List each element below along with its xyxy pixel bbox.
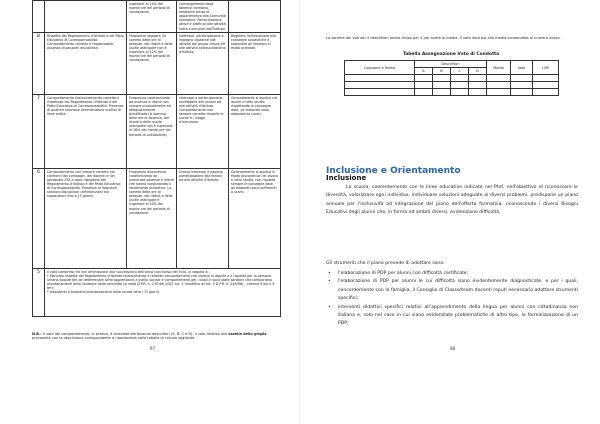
desc-cell: Rispetto del Regolamento d'Istituto e del Patto Educativo di Corresponsabilità. Comportamento corretto e responsabile. Assenza di sanzioni disciplinari. (45, 32, 127, 94)
tasks-cell (229, 1, 281, 33)
empty-cell[interactable] (433, 75, 451, 82)
nb-label: N.B.: (32, 332, 42, 336)
freq-cell: Frequenza regolare (la somma delle ore di assenze, dei ritardi e delle uscite anticipate non è superiore al 12% del monte ore del periodo di valutazione) (127, 32, 177, 94)
letter-a: A (415, 68, 433, 75)
empty-cell[interactable] (345, 89, 415, 96)
list-item-text: l'elaborazione di PDP per alunni con difficoltà certificate; (338, 271, 469, 276)
freq-cell: Frequenza discontinua caratterizzata da numerose assenze e ritardi che hanno condizionato il rendimento scolastico. La somma delle ore di assenze, dei ritardi e delle uscite anticipate è superiore al 20% del monte ore del periodo di valutazione (127, 168, 177, 268)
part-cell: Scarso interesse e passiva partecipazione alle lezioni ed alle attività d'Istituto. (177, 168, 229, 268)
freq-cell: Frequenza caratterizzata da assenze e ritardi non sempre puntualmente ed adeguatamente giustificate (la somma delle ore di assenza, dei ritardi e delle uscite anticipate non è superiore al 16% del monte ore del periodo di valutazione) (127, 94, 177, 168)
empty-cell[interactable] (451, 82, 469, 89)
score-cell (33, 1, 45, 33)
paragraph-1: La scuola, coerentemente con le linee educative indicate nel Ptof, nell'obiettivo di riconoscere le diversità, valorizzare ogni individuo, individuare soluzioni adeguate ai diversi problemi, predispone un piano annuale per l'inclusività ad integrazione del piano dell'offerta formativa, riconoscendo i diversi Bisogni Educativi degli alunni che, in forma ed ambiti diversi, evidenziano difficoltà. (326, 185, 578, 216)
empty-cell[interactable] (415, 82, 433, 89)
nb-text-rest: prevalente con la descrizione corrispondente e riportandola nella tabella di calcolo seguente. (32, 336, 196, 341)
bullet-icon: • (328, 271, 331, 276)
name-header: Cognome e Nome (345, 61, 415, 75)
page-number-right: 98 (450, 346, 456, 351)
freq-cell: superiore al 10% del monte ore del periodo di valutazione) (127, 1, 177, 33)
nb-text: Il voto del comportamento, in pratica, è calcolato attribuendo descrittori (A, B, C e D): il voto relativo alla (41, 332, 229, 336)
table-row (345, 61, 559, 68)
bullet-icon: • (328, 304, 331, 310)
empty-cell[interactable] (533, 89, 559, 96)
part-cell: coinvolgimento degli obiettivi formativi, mediante senso di appartenenza alla Comunità scolastica. Partecipazione attiva e proficua alle attività extra-curriculari dell'Istituto (177, 1, 229, 33)
empty-cell[interactable] (511, 75, 533, 82)
tasks-cell: Generalmente si applica in modo discontinuo nel lavoro e nello studio, non rispetta sempre le consegne date, gli elaborati sono sufficienti o scarsi (229, 168, 281, 268)
empty-cell[interactable] (345, 82, 415, 89)
table-row (345, 82, 559, 89)
voto-header: Voto (511, 61, 533, 75)
list-item (326, 270, 578, 278)
letter-c: C (451, 68, 469, 75)
bullet-icon: • (328, 279, 331, 285)
vote-table-title: Tabella Assegnazione Voto di Condotta (402, 52, 500, 57)
list-item-text: l'elaborazione di PDP per alunni le cui difficoltà siano evidentemente diagnosticate, e per i quali, concordemente con la famiglia, il Consiglio di Classe/team docenti reputi necessario adottare strumenti specifici; (338, 279, 578, 302)
tasks-cell: Generalmente si applica nel lavoro e nello studio rispettando le consegne date, gli elaborati sono abbastanza curati. (229, 94, 281, 168)
empty-cell[interactable] (511, 89, 533, 96)
paragraph-2: Gli strumenti che il piano prevede di adottare sono: (326, 261, 445, 266)
tools-list (326, 270, 578, 329)
empty-cell[interactable] (433, 82, 451, 89)
empty-cell[interactable] (451, 89, 469, 96)
table-row (33, 268, 281, 316)
section-title: Inclusione e Orientamento (326, 166, 461, 176)
empty-cell[interactable] (451, 75, 469, 82)
nb-note (32, 332, 280, 341)
desc-cell: Comportamento non sempre corretto nei confronti dei compagni, dei docenti e del personale ATA e poco rispettoso del Regolamento d'Istituto e del Patto Educativo di Corresponsabilità. Presenza di frequenti sanzioni disciplinari (ammonizioni e/o sospensioni fino a 15 giorni) (45, 168, 127, 268)
table-row (33, 168, 281, 268)
table-row (345, 89, 559, 96)
empty-cell[interactable] (533, 82, 559, 89)
empty-cell[interactable] (469, 75, 487, 82)
page-number-left: 97 (150, 346, 156, 351)
score-cell: 8 (33, 32, 45, 94)
empty-cell[interactable] (487, 75, 511, 82)
subsection-title: Inclusione (326, 174, 367, 182)
empty-cell[interactable] (415, 89, 433, 96)
score-cell: 6 (33, 168, 45, 268)
list-item (326, 278, 578, 303)
empty-cell[interactable] (487, 89, 511, 96)
right-page (300, 0, 600, 424)
empty-cell[interactable] (511, 82, 533, 89)
desc-cell: Comportamento sostanzialmente corretto e rispettoso del Regolamento d'Istituto e del Patto Educativo di Corresponsabilità. Presenza di qualche sanzione (ammonizione scritta) di lieve entità. (45, 94, 127, 168)
um-header: U/M (533, 61, 559, 75)
table-row (33, 94, 281, 168)
nb-bold: casella della griglia (228, 332, 267, 336)
empty-cell[interactable] (487, 82, 511, 89)
letter-b: B (433, 68, 451, 75)
desc-cell (45, 1, 127, 33)
score-cell: 5 (33, 268, 45, 316)
list-item (326, 304, 578, 329)
empty-cell[interactable] (533, 75, 559, 82)
score-cell: 7 (33, 94, 45, 168)
list-item-text: interventi didattici specifici relativi all'apprendimento della lingua per alunni con cittadinanza non italiana e, solo nel caso in cui siano evidenziate problematiche di altro tipo, la formalizzazione di un PDP; (338, 304, 578, 327)
intro-text: La somma dei voti dei 4 descrittori andrà divisa per 4 per avere la media. Il voto sarà poi alla media arrotondata al numero intero. (326, 36, 561, 40)
descriptors-header: Descrittori (415, 61, 487, 68)
part-cell: Interesse, partecipazione e impegno costante alle attività dei gruppi classe ed alle attività extrascolastiche d'Istituto. (177, 32, 229, 94)
empty-cell[interactable] (469, 82, 487, 89)
conduct-grid-table (32, 0, 281, 317)
part-cell: Interesse e partecipazione accettabile alle lezioni ed alle attività d'Istituto. Comportamento non sempre corretto durante le uscite e i viaggi d'istruzione. (177, 94, 229, 168)
empty-cell[interactable] (345, 75, 415, 82)
table-row (345, 75, 559, 82)
empty-cell[interactable] (415, 75, 433, 82)
table-row (33, 32, 281, 94)
letter-d: D (469, 68, 487, 75)
empty-cell[interactable] (433, 89, 451, 96)
tasks-cell: Regolare nell'assolvere alle consegne scolastiche e sostenere gli impegni in modo ordinato (229, 32, 281, 94)
table-row (33, 1, 281, 33)
empty-cell[interactable] (469, 89, 487, 96)
media-header: Media (487, 61, 511, 75)
vote-table (344, 60, 559, 96)
row5-text-cell: Il voto compreso fra non ammissione alla successiva o dell'anno conclusivo del ciclo, in seguito a: * Mancato rispetto del Regolamento d'Istituto relativamente a reiterati comportamenti che violano la dignità e il rispetto per la persona umana oppure tali da determinare seria apprensione a livello sociale e comportamenti per i quali ci sono state sanzioni che comportano allontanamenti dalla studente dalla comunità (si veda D.P.R. n. 235 del 2007 art. 4 (modifica all'art. 4 D.P.R. n. 249/98) – comma 9 bis e 9 ter); * Inesistenti o frequenti allontanamenti dalla scuola oltre i 15 giorni. (45, 268, 281, 316)
